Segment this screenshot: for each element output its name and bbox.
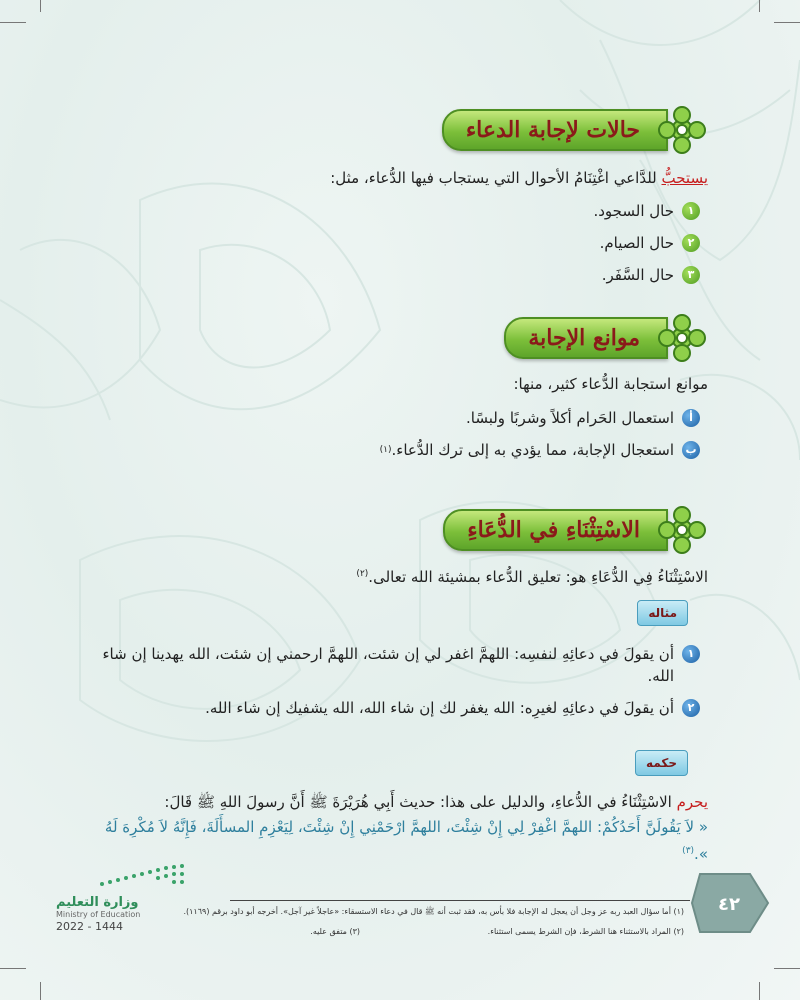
hadith-text: « لاَ يَقُولَنَّ أَحَدُكُمْ: اللهمَّ اغْفِرْ لِي إِنْ شِئْتَ، اللهمَّ ارْحَمْنِي إِنْ شِئْتَ، لِيَعْزِمِ المسأَلَةَ، فَإِنَّهُ لاَ مُكْرِهَ لَهُ ».: [104, 818, 708, 863]
section-title: موانع الإجابة: [528, 325, 640, 351]
item-number: ١: [682, 645, 700, 663]
item-letter: ب: [682, 441, 700, 459]
item-letter: أ: [682, 409, 700, 427]
definition: [356, 568, 708, 586]
ruling: [88, 790, 708, 814]
logo-english: Ministry of Education: [56, 910, 141, 919]
ministry-dots-icon: [96, 862, 192, 890]
list-item: [100, 643, 700, 687]
footnote-ref: (٢): [356, 569, 369, 579]
footnote-separator: [230, 900, 690, 901]
examples-list: [100, 643, 700, 729]
obstacles-list: [380, 407, 700, 471]
section-header-answer-obstacles: [504, 316, 710, 360]
ruling-tag: حكمه: [635, 750, 688, 776]
list-item: [593, 264, 700, 286]
section-header-answer-conditions: [442, 108, 710, 152]
section-title: الاسْتِثْنَاءِ في الدُّعَاءِ: [467, 517, 640, 543]
item-text: أن يقولَ في دعائِهِ لغيرِه: الله يغفر لك إن شاء الله، الله يشفيك إن شاء الله.: [205, 699, 674, 717]
item-number: ١: [682, 202, 700, 220]
item-number: ٢: [682, 699, 700, 717]
ornament-icon: [654, 502, 710, 558]
intro-text: للدَّاعي اغْتِنَامُ الأحوال التي يستجاب فيها الدُّعاء، مثل:: [330, 169, 662, 187]
hadith: [88, 815, 708, 866]
section-title-bar: [504, 317, 668, 359]
list-item: [380, 439, 700, 461]
section-title-bar: [442, 109, 668, 151]
intro-highlight: يستحبُّ: [661, 169, 708, 187]
item-number: ٣: [682, 266, 700, 284]
ruling-label: يحرم: [676, 793, 708, 811]
logo-arabic: وزارة التعليم: [56, 895, 139, 910]
footnote-1: (١) أما سؤال العبد ربه عز وجل أن يعجل له الإجابة فلا بأس به، فقد ثبت أنه ﷺ قال في دعاء الاستسقاء: «عاجلاً غير آجل». أخرجه أبو داود برقم (١١٦٩).: [183, 907, 684, 916]
ornament-icon: [654, 310, 710, 366]
footnote-ref: (١): [379, 445, 392, 455]
item-text: أن يقولَ في دعائِهِ لنفسِه: اللهمَّ اغفر لي إن شئت، اللهمَّ ارحمني إن شئت، الله يهدينا إن شاء الله.: [102, 645, 674, 685]
intro-text: موانع استجابة الدُّعاء كثير، منها:: [513, 375, 708, 393]
ruling-text: الاسْتِثْنَاءُ في الدُّعاءِ، والدليل على هذا: حديث أَبِي هُرَيْرَةَ ﷺ أَنَّ رسولَ اللهِ ﷺ قَالَ:: [164, 793, 677, 811]
footnote-ref: (٣): [682, 846, 695, 856]
section-title-bar: [443, 509, 668, 551]
item-text: حال السَّفَر.: [601, 266, 674, 284]
list-item: [593, 200, 700, 222]
item-text: حال السجود.: [593, 202, 674, 220]
section-intro: [330, 169, 708, 187]
page-number: ٤٢: [718, 893, 740, 915]
section-header-exception-in-dua: [443, 508, 710, 552]
ornament-icon: [654, 102, 710, 158]
section-title: حالات لإجابة الدعاء: [465, 117, 640, 143]
list-item: [593, 232, 700, 254]
item-text: استعجال الإجابة، مما يؤدي به إلى ترك الدُّعاء.: [391, 441, 674, 459]
item-text: حال الصيام.: [599, 234, 674, 252]
footnote-3: (٣) متفق عليه.: [310, 927, 360, 936]
list-item: [100, 697, 700, 719]
item-text: استعمال الحَرام أكلاً وشربًا ولبسًا.: [465, 409, 674, 427]
logo-year: 2022 - 1444: [56, 920, 123, 933]
item-number: ٢: [682, 234, 700, 252]
section-intro: [513, 375, 708, 393]
ministry-logo: [56, 895, 140, 933]
definition-text: الاسْتِثْنَاءُ فِي الدُّعَاءِ هو: تعليق الدُّعاء بمشيئة الله تعالى.: [368, 568, 708, 586]
example-tag: مثاله: [637, 600, 688, 626]
footnote-2: (٢) المراد بالاستثناء هنا الشرط، فإن الشرط يسمى استثناء.: [487, 927, 684, 936]
conditions-list: [593, 200, 700, 296]
list-item: [380, 407, 700, 429]
